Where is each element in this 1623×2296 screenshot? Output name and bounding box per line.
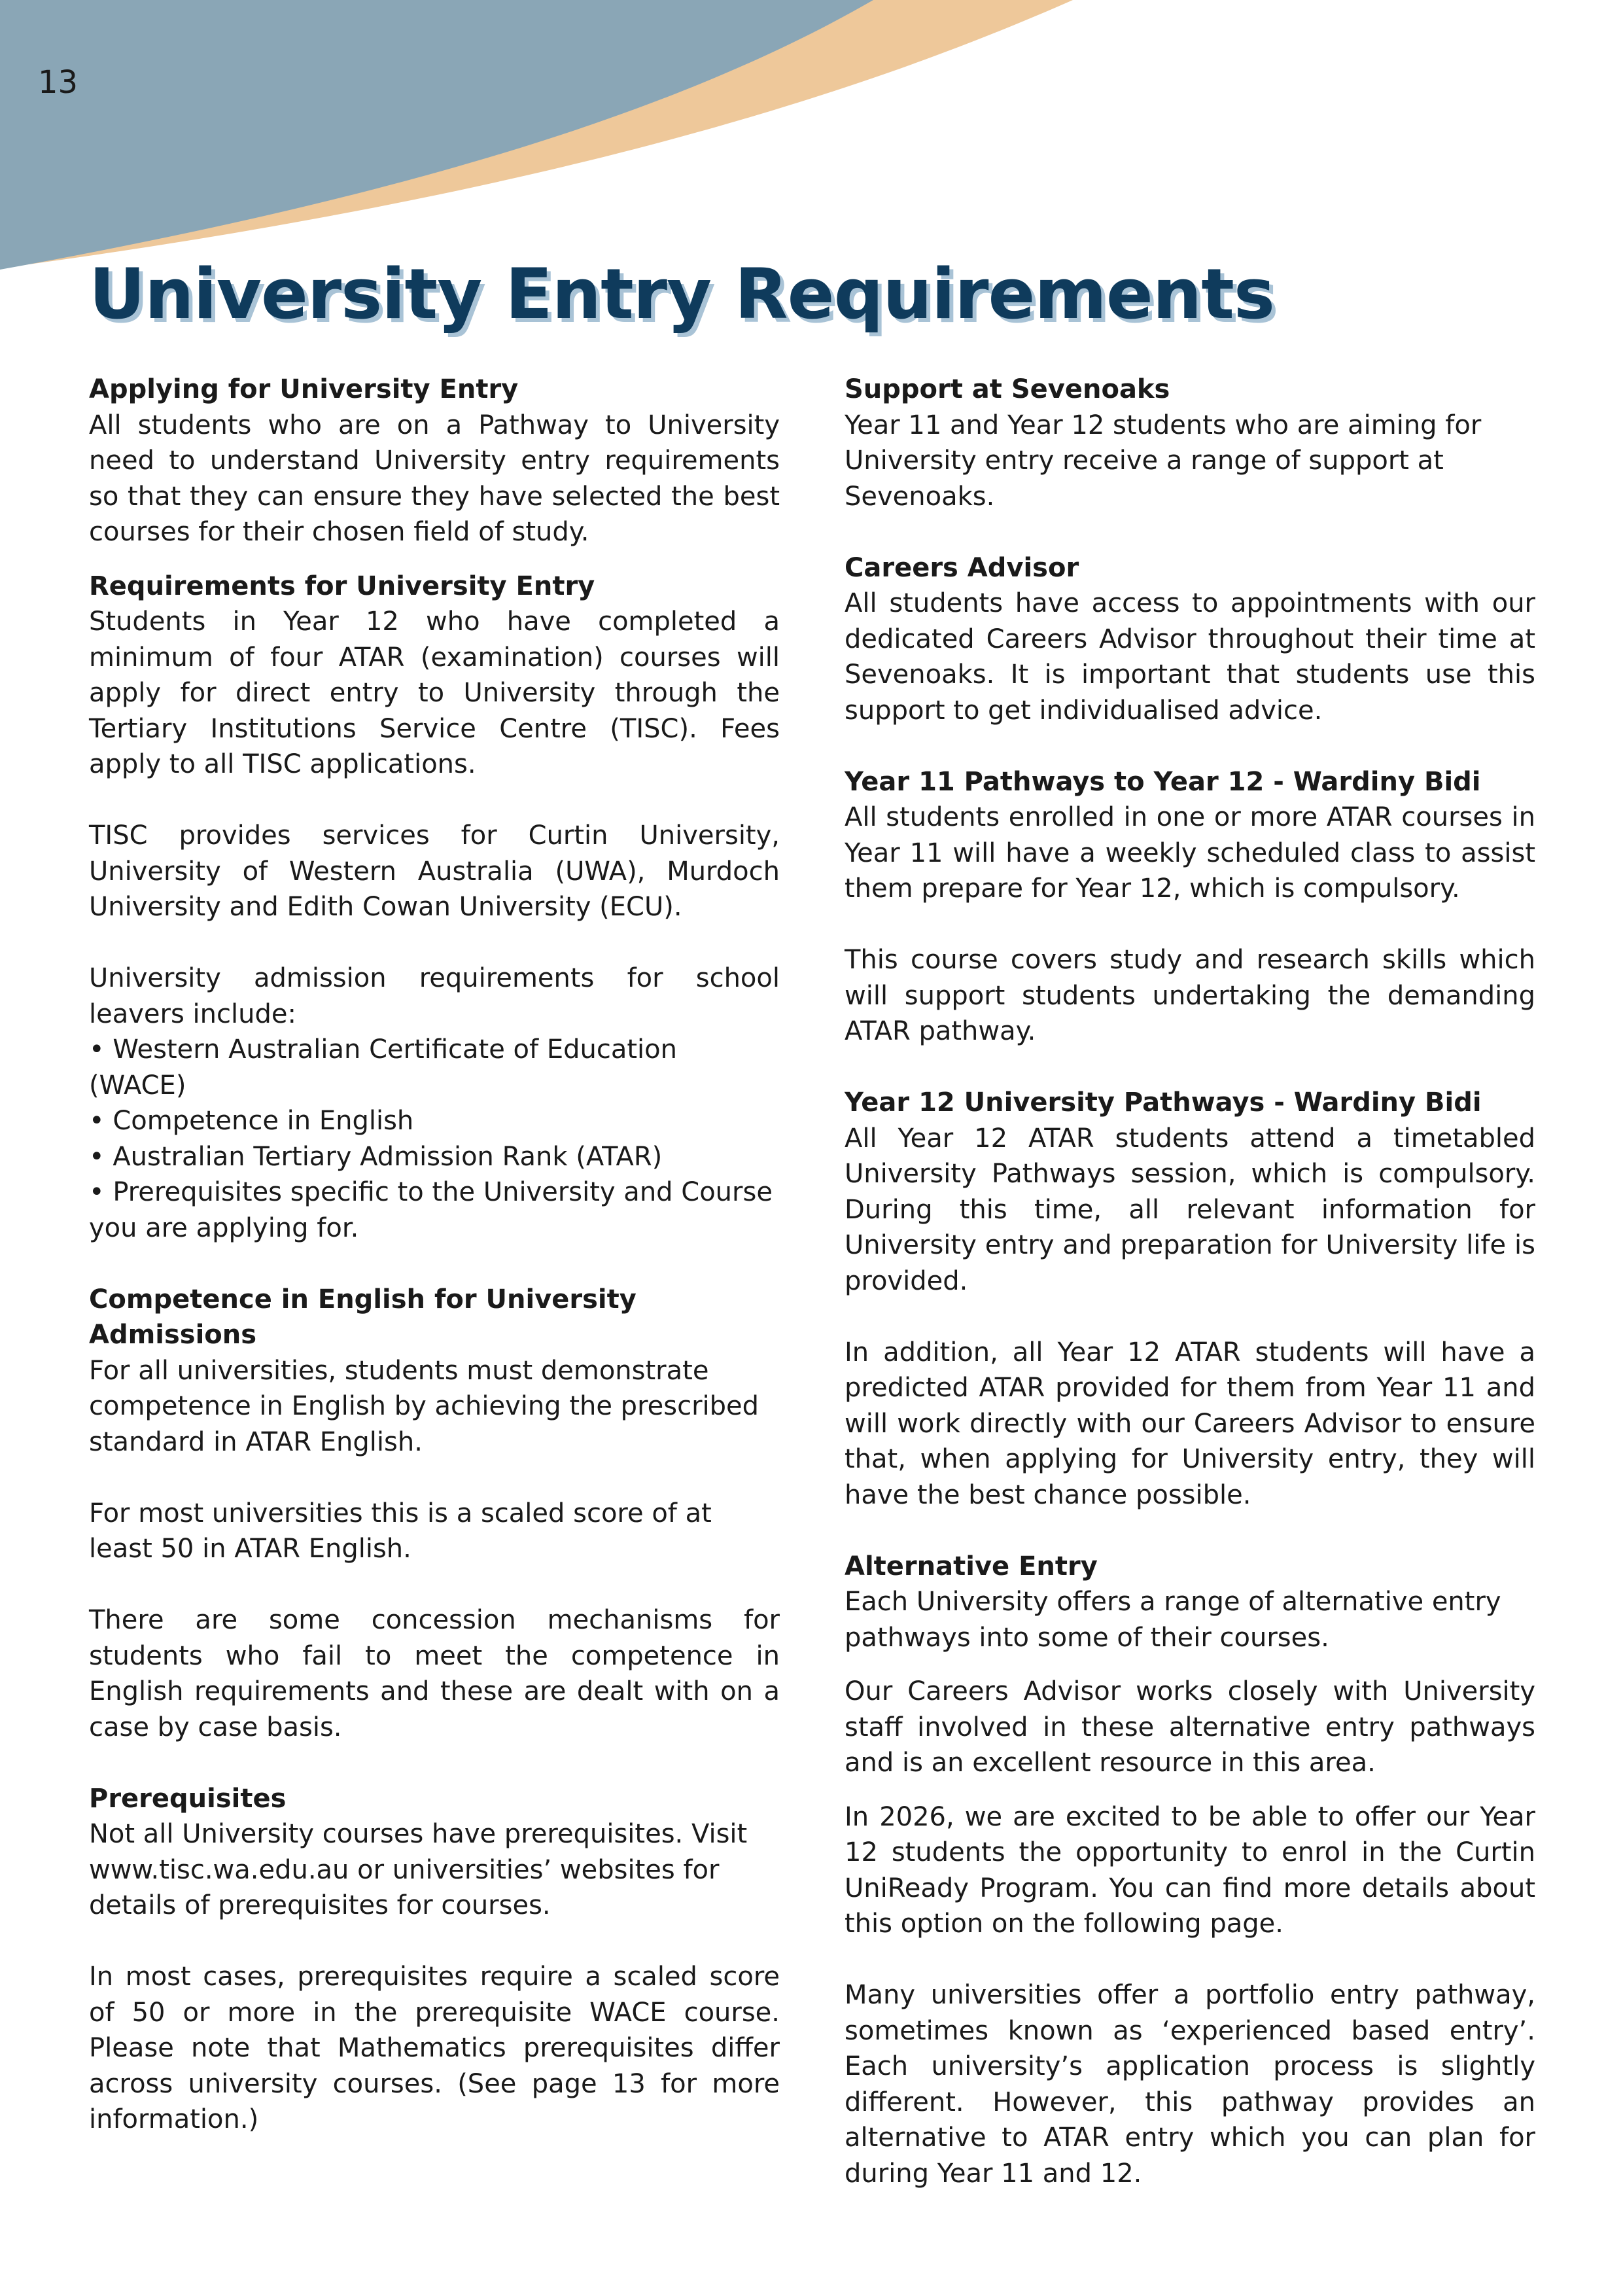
english-paragraph-2: For most universities this is a scaled score of at least 50 in ATAR English.: [89, 1498, 712, 1564]
list-item: • Competence in English: [89, 1103, 780, 1139]
heading-english: Competence in English for University Admissions: [89, 1284, 637, 1350]
section-careers-advisor: [845, 550, 1535, 729]
prerequisites-paragraph-1: Not all University courses have prerequisites. Visit www.tisc.wa.edu.au or universities’ websites for details of prerequisites for courses.: [89, 1819, 748, 1920]
requirements-paragraph-3: University admission requirements for school leavers include:: [89, 963, 780, 1029]
left-column: [89, 372, 780, 2138]
prerequisites-paragraph-2: In most cases, prerequisites require a scaled score of 50 or more in the prerequisite WACE course. Please note that Mathematics prerequisites differ across university courses. (See page 13 for more information.): [89, 1962, 780, 2134]
heading-prerequisites: Prerequisites: [89, 1783, 287, 1814]
section-support: [845, 372, 1535, 514]
header-blue-swoosh: [0, 0, 873, 270]
page-number: 13: [38, 64, 79, 101]
section-year12-pathways: [845, 1085, 1535, 1513]
list-item: • Western Australian Certificate of Education (WACE): [89, 1032, 780, 1103]
list-item: • Prerequisites specific to the University and Course you are applying for.: [89, 1174, 780, 1246]
section-english: [89, 1282, 780, 1746]
section-requirements: [89, 569, 780, 1246]
heading-support: Support at Sevenoaks: [845, 374, 1170, 404]
requirements-paragraph-1: Students in Year 12 who have completed a minimum of four ATAR (examination) courses will apply for direct entry to University through the Tertiary Institutions Service Centre (TISC). Fees apply to all TISC applications.: [89, 607, 780, 779]
list-item: • Australian Tertiary Admission Rank (ATAR): [89, 1139, 780, 1175]
page-title: University Entry Requirements: [89, 254, 1274, 334]
english-paragraph-1: For all universities, students must demonstrate competence in English by achieving the prescribed standard in ATAR English.: [89, 1355, 759, 1457]
heading-applying: Applying for University Entry: [89, 374, 519, 404]
section-alternative-entry: [845, 1549, 1535, 2192]
heading-requirements: Requirements for University Entry: [89, 571, 595, 601]
requirements-paragraph-2: TISC provides services for Curtin University, University of Western Australia (UWA), Murdoch University and Edith Cowan University (ECU).: [89, 821, 780, 922]
heading-year12-pathways: Year 12 University Pathways - Wardiny Bidi: [845, 1087, 1482, 1118]
requirements-list: [89, 1032, 780, 1246]
section-prerequisites: [89, 1781, 780, 2138]
support-paragraph: Year 11 and Year 12 students who are aiming for University entry receive a range of support at Sevenoaks.: [845, 410, 1482, 512]
heading-alternative-entry: Alternative Entry: [845, 1551, 1098, 1581]
year12-paragraph-2: In addition, all Year 12 ATAR students will have a predicted ATAR provided for them from Year 11 and will work directly with our Careers Advisor to ensure that, when applying for University entry, they will have the best chance possible.: [845, 1337, 1535, 1510]
section-year11-pathways: [845, 764, 1535, 1050]
english-paragraph-3: There are some concession mechanisms for students who fail to meet the competence in English requirements and these are dealt with on a case by case basis.: [89, 1605, 780, 1742]
header-decoration: [0, 0, 1623, 275]
alternative-paragraph-2: Our Careers Advisor works closely with University staff involved in these alternative entry pathways and is an excellent resource in this area.: [845, 1676, 1535, 1778]
alternative-paragraph-1: Each University offers a range of alternative entry pathways into some of their courses.: [845, 1587, 1501, 1653]
alternative-paragraph-4: Many universities offer a portfolio entry pathway, sometimes known as ‘experienced based entry’. Each university’s application process is slightly different. However, this pathway provides an alternative to ATAR entry which you can plan for during Year 11 and 12.: [845, 1980, 1535, 2189]
year11-paragraph-1: All students enrolled in one or more ATAR courses in Year 11 will have a weekly scheduled class to assist them prepare for Year 12, which is compulsory.: [845, 802, 1535, 904]
heading-year11-pathways: Year 11 Pathways to Year 12 - Wardiny Bidi: [845, 766, 1481, 797]
careers-advisor-paragraph: All students have access to appointments with our dedicated Careers Advisor throughout their time at Sevenoaks. It is important that students use this support to get individualised advice.: [845, 588, 1535, 726]
alternative-paragraph-3: In 2026, we are excited to be able to offer our Year 12 students the opportunity to enrol in the Curtin UniReady Program. You can find more details about this option on the following page.: [845, 1801, 1535, 1939]
section-applying: [89, 372, 780, 550]
applying-paragraph: All students who are on a Pathway to University need to understand University entry requirements so that they can ensure they have selected the best courses for their chosen field of study.: [89, 410, 780, 547]
year11-paragraph-2: This course covers study and research skills which will support students undertaking the demanding ATAR pathway.: [845, 945, 1535, 1046]
year12-paragraph-1: All Year 12 ATAR students attend a timetabled University Pathways session, which is compulsory. During this time, all relevant information for University entry and preparation for University life is provided.: [845, 1123, 1535, 1296]
heading-careers-advisor: Careers Advisor: [845, 552, 1079, 583]
right-column: [845, 372, 1535, 2191]
